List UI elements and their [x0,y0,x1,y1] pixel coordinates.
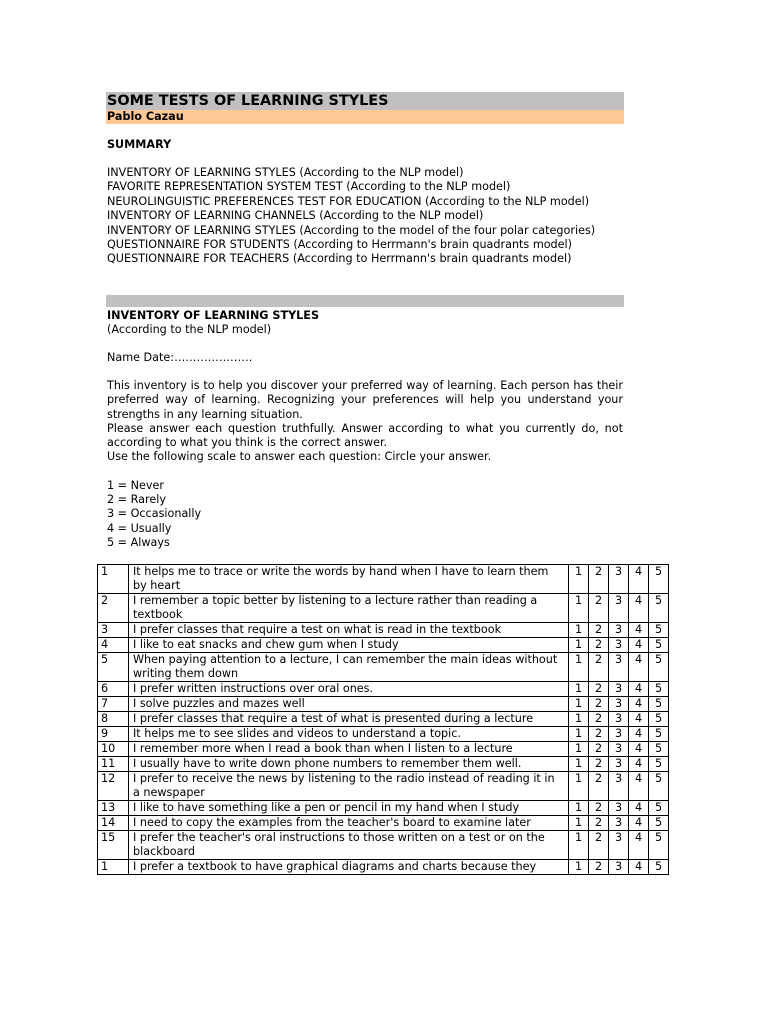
question-number: 7 [98,697,129,712]
question-text: I need to copy the examples from the teacher's board to examine later [129,816,569,831]
answer-option-4[interactable]: 4 [629,757,649,772]
answer-option-2[interactable]: 2 [589,712,609,727]
answer-option-5[interactable]: 5 [649,727,669,742]
answer-option-5[interactable]: 5 [649,697,669,712]
answer-option-2[interactable]: 2 [589,860,609,875]
answer-option-4[interactable]: 4 [629,638,649,653]
question-text: I like to have something like a pen or pencil in my hand when I study [129,801,569,816]
question-text: I prefer to receive the news by listening to the radio instead of reading it in a newspaper [129,772,569,801]
name-date-field: Name Date:………………… [107,351,253,364]
section-subtitle: (According to the NLP model) [107,323,272,336]
question-text: I like to eat snacks and chew gum when I study [129,638,569,653]
question-row [98,831,669,860]
answer-option-3[interactable]: 3 [609,816,629,831]
answer-option-5[interactable]: 5 [649,801,669,816]
question-row [98,816,669,831]
question-number: 3 [98,623,129,638]
answer-option-5[interactable]: 5 [649,831,669,860]
question-text: When paying attention to a lecture, I can remember the main ideas without writing them down [129,653,569,682]
question-number: 8 [98,712,129,727]
answer-option-2[interactable]: 2 [589,772,609,801]
answer-option-3[interactable]: 3 [609,831,629,860]
answer-option-3[interactable]: 3 [609,682,629,697]
question-number: 9 [98,727,129,742]
answer-option-5[interactable]: 5 [649,594,669,623]
answer-option-1[interactable]: 1 [569,712,589,727]
answer-option-5[interactable]: 5 [649,757,669,772]
question-row [98,594,669,623]
question-row [98,682,669,697]
answer-option-4[interactable]: 4 [629,594,649,623]
answer-option-4[interactable]: 4 [629,860,649,875]
question-row [98,772,669,801]
question-row [98,697,669,712]
answer-option-2[interactable]: 2 [589,653,609,682]
answer-option-1[interactable]: 1 [569,831,589,860]
answer-option-3[interactable]: 3 [609,623,629,638]
question-text: I remember more when I read a book than when I listen to a lecture [129,742,569,757]
question-row [98,565,669,594]
answer-option-3[interactable]: 3 [609,653,629,682]
answer-option-1[interactable]: 1 [569,653,589,682]
question-number: 11 [98,757,129,772]
scale-item: 2 = Rarely [107,493,166,507]
answer-option-1[interactable]: 1 [569,594,589,623]
summary-item: QUESTIONNAIRE FOR TEACHERS (According to Herrmann's brain quadrants model) [107,252,572,266]
answer-option-2[interactable]: 2 [589,816,609,831]
answer-option-3[interactable]: 3 [609,638,629,653]
answer-option-2[interactable]: 2 [589,831,609,860]
answer-option-5[interactable]: 5 [649,623,669,638]
answer-option-3[interactable]: 3 [609,742,629,757]
answer-option-4[interactable]: 4 [629,801,649,816]
answer-option-1[interactable]: 1 [569,801,589,816]
scale-item: 3 = Occasionally [107,507,202,521]
summary-list [107,166,595,267]
answer-option-4[interactable]: 4 [629,712,649,727]
answer-option-1[interactable]: 1 [569,727,589,742]
answer-option-1[interactable]: 1 [569,697,589,712]
answer-option-3[interactable]: 3 [609,697,629,712]
answer-option-2[interactable]: 2 [589,682,609,697]
answer-option-4[interactable]: 4 [629,697,649,712]
answer-option-2[interactable]: 2 [589,623,609,638]
answer-option-1[interactable]: 1 [569,860,589,875]
question-text: I prefer written instructions over oral ones. [129,682,569,697]
answer-option-1[interactable]: 1 [569,623,589,638]
answer-option-3[interactable]: 3 [609,801,629,816]
answer-option-1[interactable]: 1 [569,638,589,653]
question-number: 6 [98,682,129,697]
question-number: 14 [98,816,129,831]
question-text: I remember a topic better by listening to a lecture rather than reading a textbook [129,594,569,623]
question-text: I prefer the teacher's oral instructions to those written on a test or on the blackboard [129,831,569,860]
answer-option-1[interactable]: 1 [569,816,589,831]
answer-option-4[interactable]: 4 [629,772,649,801]
answer-option-5[interactable]: 5 [649,712,669,727]
answer-option-4[interactable]: 4 [629,727,649,742]
question-row [98,757,669,772]
rating-scale-legend [107,479,201,550]
question-text: I usually have to write down phone numbers to remember them well. [129,757,569,772]
question-number: 4 [98,638,129,653]
answer-option-5[interactable]: 5 [649,816,669,831]
answer-option-3[interactable]: 3 [609,565,629,594]
answer-option-1[interactable]: 1 [569,772,589,801]
answer-option-4[interactable]: 4 [629,653,649,682]
answer-option-4[interactable]: 4 [629,742,649,757]
question-number: 13 [98,801,129,816]
answer-option-2[interactable]: 2 [589,727,609,742]
instruction-paragraph: This inventory is to help you discover your preferred way of learning. Each person has their preferred way of learning. Recognizing your preferences will help you understand your strengths in any learning situation. [107,379,623,421]
question-number: 15 [98,831,129,860]
question-row [98,653,669,682]
answer-option-3[interactable]: 3 [609,757,629,772]
answer-option-5[interactable]: 5 [649,860,669,875]
answer-option-1[interactable]: 1 [569,682,589,697]
question-row [98,860,669,875]
summary-item: INVENTORY OF LEARNING CHANNELS (According to the NLP model) [107,209,484,223]
question-number: 2 [98,594,129,623]
answer-option-2[interactable]: 2 [589,801,609,816]
section-title: INVENTORY OF LEARNING STYLES [107,309,320,322]
answer-option-3[interactable]: 3 [609,727,629,742]
scale-item: 5 = Always [107,535,170,549]
answer-option-2[interactable]: 2 [589,742,609,757]
scale-item: 1 = Never [107,479,164,492]
summary-heading: SUMMARY [107,138,172,151]
question-number: 1 [98,565,129,594]
question-text: I solve puzzles and mazes well [129,697,569,712]
section-divider-bar [106,295,624,307]
question-row [98,712,669,727]
answer-option-4[interactable]: 4 [629,682,649,697]
answer-option-5[interactable]: 5 [649,772,669,801]
question-number: 5 [98,653,129,682]
instruction-paragraph: Use the following scale to answer each question: Circle your answer. [107,450,492,464]
answer-option-4[interactable]: 4 [629,623,649,638]
question-text: I prefer a textbook to have graphical diagrams and charts because they [129,860,569,875]
question-row [98,727,669,742]
answer-option-5[interactable]: 5 [649,682,669,697]
question-text: It helps me to see slides and videos to understand a topic. [129,727,569,742]
summary-item: INVENTORY OF LEARNING STYLES (According to the NLP model) [107,166,464,179]
answer-option-4[interactable]: 4 [629,565,649,594]
answer-option-5[interactable]: 5 [649,638,669,653]
question-row [98,742,669,757]
question-text: I prefer classes that require a test on what is read in the textbook [129,623,569,638]
question-row [98,638,669,653]
answer-option-2[interactable]: 2 [589,638,609,653]
summary-item: FAVORITE REPRESENTATION SYSTEM TEST (According to the NLP model) [107,180,511,194]
answer-option-5[interactable]: 5 [649,653,669,682]
scale-item: 4 = Usually [107,521,172,535]
summary-item: INVENTORY OF LEARNING STYLES (According to the model of the four polar categories) [107,223,596,237]
answer-option-4[interactable]: 4 [629,831,649,860]
answer-option-1[interactable]: 1 [569,565,589,594]
question-number: 1 [98,860,129,875]
answer-option-4[interactable]: 4 [629,816,649,831]
answer-option-2[interactable]: 2 [589,594,609,623]
question-number: 10 [98,742,129,757]
author-name: Pablo Cazau [107,110,184,123]
summary-item: QUESTIONNAIRE FOR STUDENTS (According to Herrmann's brain quadrants model) [107,238,573,252]
answer-option-2[interactable]: 2 [589,565,609,594]
question-row [98,801,669,816]
question-text: It helps me to trace or write the words by hand when I have to learn them by heart [129,565,569,594]
answer-option-3[interactable]: 3 [609,860,629,875]
answer-option-1[interactable]: 1 [569,757,589,772]
document-title: SOME TESTS OF LEARNING STYLES [107,93,389,109]
answer-option-1[interactable]: 1 [569,742,589,757]
answer-option-3[interactable]: 3 [609,594,629,623]
question-row [98,623,669,638]
answer-option-5[interactable]: 5 [649,565,669,594]
questionnaire-table [97,564,669,875]
answer-option-2[interactable]: 2 [589,757,609,772]
instruction-paragraph: Please answer each question truthfully. Answer according to what you currently do, not according to what you think is the correct answer. [107,421,623,450]
summary-item: NEUROLINGUISTIC PREFERENCES TEST FOR EDUCATION (According to the NLP model) [107,194,590,208]
answer-option-3[interactable]: 3 [609,772,629,801]
answer-option-5[interactable]: 5 [649,742,669,757]
answer-option-2[interactable]: 2 [589,697,609,712]
question-text: I prefer classes that require a test of what is presented during a lecture [129,712,569,727]
instructions-text [107,379,623,465]
question-number: 12 [98,772,129,801]
answer-option-3[interactable]: 3 [609,712,629,727]
